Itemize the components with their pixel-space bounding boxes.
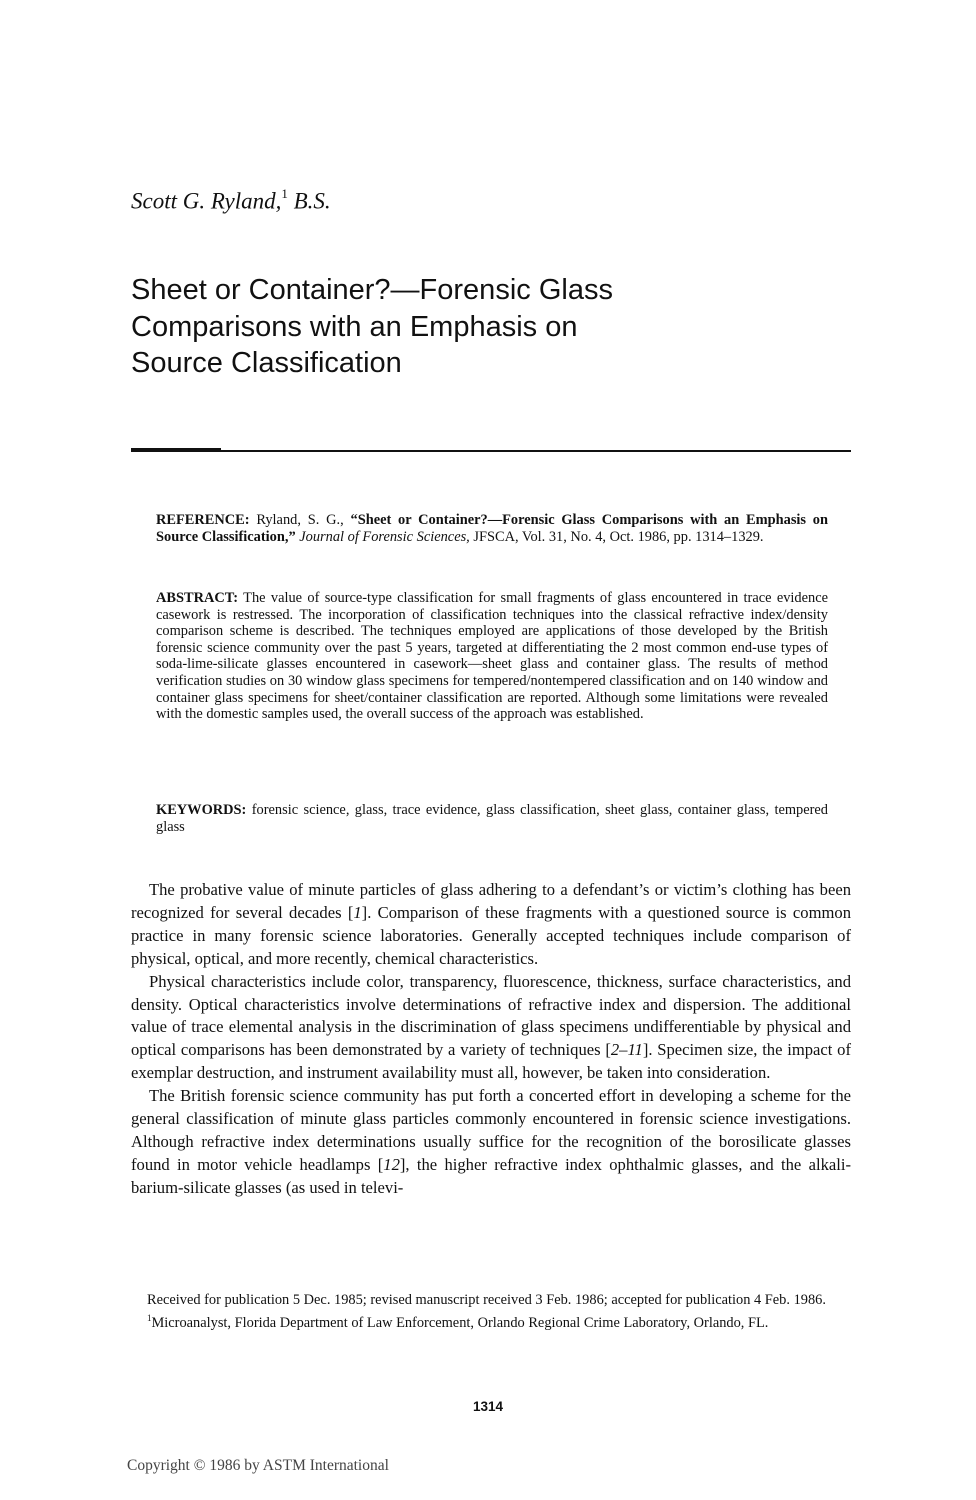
reference-article-title: “Sheet or Container?—Forensic Glass Comparisons with an Emphasis on Source Classification,” bbox=[156, 512, 828, 545]
body-paragraph bbox=[131, 971, 851, 1086]
abstract-label: ABSTRACT: bbox=[156, 590, 239, 606]
keywords-label: KEYWORDS: bbox=[156, 802, 247, 818]
affiliation-text: Microanalyst, Florida Department of Law Enforcement, Orlando Regional Crime Laboratory, Orlando, FL. bbox=[151, 1314, 769, 1331]
copyright-notice: Copyright © 1986 by ASTM International bbox=[127, 1457, 389, 1474]
body-text-run: The British forensic science community has put forth a concerted effort in developing a scheme for the general classification of minute glass particles commonly encountered in forensic science investigations. Although refractive index determinations usually suffice for the recognition of the borosilicate glasses found in motor vehicle headlamps [ bbox=[131, 1086, 851, 1174]
body-paragraph bbox=[131, 879, 851, 971]
body-text-run: Physical characteristics include color, transparency, fluorescence, thickness, surface characteristics, and density. Optical characteristics involve determinations of refractive index and dispersion. The additional value of trace elemental analysis in the discrimination of glass specimens undifferentiable by physical and optical comparisons has been demonstrated by a variety of techniques [ bbox=[131, 971, 851, 1060]
body-text-run: The probative value of minute particles of glass adhering to a defendant’s or victim’s clothing has been recognized for several decades [ bbox=[131, 880, 851, 922]
keywords-text: forensic science, glass, trace evidence, glass classification, sheet glass, container glass, tempered glass bbox=[156, 802, 828, 835]
footnote-mark: 1 bbox=[147, 1312, 152, 1323]
title-divider bbox=[131, 450, 851, 452]
abstract-text: The value of source-type classification for small fragments of glass encountered in trace evidence casework is restressed. The incorporation of classification techniques into the classical refractive index/density comparison scheme is described. The techniques employed are applications of those developed by the British forensic science community over the past 5 years, targeted at differentiating the 2 most common end-use types of soda-lime-silicate glasses encountered in casework—sheet glass and container glass. The results of method verification studies on 30 window glass specimens for tempered/nontempered classification and on 140 window and container glass specimens for sheet/container classification are reported. Although some limitations were revealed with the domestic samples used, the overall success of the approach was established. bbox=[156, 590, 828, 723]
body-text-run: ]. Specimen size, the impact of exemplar destruction, and instrument availability must all, however, be taken into consideration. bbox=[131, 1040, 851, 1083]
author-name: Scott G. Ryland, bbox=[131, 188, 282, 214]
footnotes bbox=[131, 1292, 851, 1332]
article-title bbox=[131, 272, 751, 382]
body-text bbox=[131, 879, 851, 1200]
affiliation-footnote bbox=[131, 1310, 851, 1332]
title-line: Source Classification bbox=[131, 347, 402, 379]
page-number: 1314 bbox=[472, 1399, 504, 1414]
citation-number: 1 bbox=[353, 902, 362, 922]
abstract-block bbox=[156, 590, 828, 723]
body-text-run: ]. Comparison of these fragments with a questioned source is common practice in many forensic science laboratories. Generally accepted techniques include comparison of physical, optical, and more recently, chemical characteristics. bbox=[131, 902, 851, 968]
reference-authors: Ryland, S. G., bbox=[256, 512, 344, 528]
title-line: Sheet or Container?—Forensic Glass bbox=[131, 274, 613, 306]
received-footnote: Received for publication 5 Dec. 1985; revised manuscript received 3 Feb. 1986; accepted for publication 4 Feb. 1986. bbox=[147, 1292, 826, 1308]
reference-journal: Journal of Forensic Sciences, bbox=[299, 528, 470, 545]
body-text-run: ], the higher refractive index ophthalmic glasses, and the alkali-barium-silicate glasses (as used in televi- bbox=[131, 1154, 851, 1197]
author-degree: B.S. bbox=[293, 188, 331, 214]
author-note-mark: 1 bbox=[281, 186, 288, 201]
body-paragraph bbox=[131, 1085, 851, 1200]
reference-block bbox=[156, 512, 828, 545]
title-divider-accent bbox=[131, 448, 221, 451]
author-line bbox=[131, 188, 331, 215]
citation-number: 2–11 bbox=[610, 1040, 643, 1060]
citation-number: 12 bbox=[383, 1154, 400, 1174]
title-line: Comparisons with an Emphasis on bbox=[131, 310, 578, 343]
reference-label: REFERENCE: bbox=[156, 512, 250, 528]
reference-details: JFSCA, Vol. 31, No. 4, Oct. 1986, pp. 1314–1329. bbox=[473, 528, 764, 545]
keywords-block bbox=[156, 802, 828, 835]
